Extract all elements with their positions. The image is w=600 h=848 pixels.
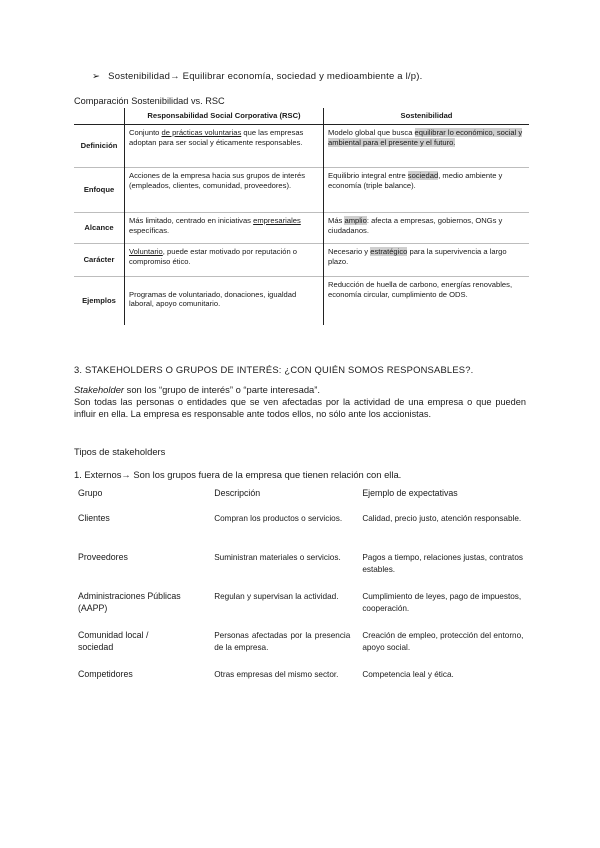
section-heading: 3. STAKEHOLDERS O GRUPOS DE INTERÉS: ¿CON QUIÉN SOMOS RESPONSABLES?. — [74, 364, 474, 375]
row-label: Definición — [74, 124, 125, 167]
header-ejemplo: Ejemplo de expectativas — [362, 488, 458, 498]
cell-grupo: Clientes — [78, 513, 110, 523]
cell-rsc: Acciones de la empresa hacia sus grupos de interés (empleados, clientes, comunidad, proveedores). — [125, 167, 324, 212]
table-row — [78, 552, 528, 575]
comparison-table — [74, 108, 529, 325]
header-grupo: Grupo — [78, 488, 103, 498]
header-descripcion: Descripción — [214, 488, 261, 498]
stakeholder-paragraph: Son todas las personas o entidades que se ven afectadas por la actividad de una empresa o que pueden influir en ella. La empresa es responsable ante todos ellos, no sólo ante los accionistas. — [74, 397, 526, 420]
table-row-alcance — [74, 212, 529, 243]
cell-grupo-line2: sociedad — [78, 641, 114, 652]
cell-ejemplo: Pagos a tiempo, relaciones justas, contratos estables. — [362, 553, 523, 574]
cell-descripcion: Regulan y supervisan la actividad. — [214, 592, 339, 601]
stakeholders-header-row — [78, 488, 528, 500]
cell-ejemplo: Competencia leal y ética. — [362, 670, 454, 679]
cell-grupo: Proveedores — [78, 552, 128, 562]
cell-sost: Modelo global que busca equilibrar lo económico, social y ambiental para el presente y el futuro. — [324, 124, 530, 167]
cell-rsc: Programas de voluntariado, donaciones, igualdad laboral, apoyo comunitario. — [125, 276, 324, 325]
comparison-caption: Comparación Sostenibilidad vs. RSC — [74, 96, 225, 106]
row-label: Alcance — [74, 212, 125, 243]
cell-ejemplo: Creación de empleo, protección del entorno, apoyo social. — [362, 631, 524, 652]
tipos-heading: Tipos de stakeholders — [74, 446, 166, 457]
cell-descripcion: Personas afectadas por la presencia de la empresa. — [214, 631, 351, 652]
table-row-ejemplos — [74, 276, 529, 325]
cell-descripcion: Compran los productos o servicios. — [214, 514, 343, 523]
stakeholder-definition: Stakeholder son los “grupo de interés” o “parte interesada”. — [74, 384, 320, 395]
externos-heading: 1. Externos→ Son los grupos fuera de la empresa que tienen relación con ella. — [74, 469, 402, 480]
header-sostenibilidad: Sostenibilidad — [324, 108, 530, 124]
table-row — [78, 591, 528, 614]
cell-grupo: Administraciones Públicas (AAPP) — [78, 591, 181, 613]
cell-grupo — [78, 630, 210, 653]
cell-rsc: Voluntario, puede estar motivado por reputación o compromiso ético. — [125, 243, 324, 276]
table-row-definicion — [74, 124, 529, 167]
cell-rsc: Más limitado, centrado en iniciativas empresariales específicas. — [125, 212, 324, 243]
table-row-caracter — [74, 243, 529, 276]
bullet-text: Sostenibilidad→ Equilibrar economía, sociedad y medioambiente a l/p). — [108, 71, 423, 82]
row-label: Enfoque — [74, 167, 125, 212]
cell-ejemplo: Calidad, precio justo, atención responsable. — [362, 514, 522, 523]
table-header-row — [74, 108, 529, 124]
row-label: Carácter — [74, 243, 125, 276]
cell-descripcion: Otras empresas del mismo sector. — [214, 670, 339, 679]
cell-grupo-line1: Comunidad local / — [78, 630, 149, 640]
table-row-enfoque — [74, 167, 529, 212]
cell-descripcion: Suministran materiales o servicios. — [214, 553, 341, 562]
arrow-bullet-icon: ➢ — [92, 71, 101, 82]
cell-grupo: Competidores — [78, 669, 133, 679]
cell-sost: Más amplio: afecta a empresas, gobiernos, ONGs y ciudadanos. — [324, 212, 530, 243]
header-rsc: Responsabilidad Social Corporativa (RSC) — [125, 108, 324, 124]
table-row — [78, 513, 528, 525]
cell-ejemplo: Cumplimiento de leyes, pago de impuestos, cooperación. — [362, 592, 522, 613]
cell-sost: Equilibrio integral entre sociedad, medio ambiente y economía (triple balance). — [324, 167, 530, 212]
cell-rsc: Conjunto de prácticas voluntarias que las empresas adoptan para ser social y éticamente responsables. — [125, 124, 324, 167]
bullet-line — [92, 71, 422, 82]
table-row — [78, 630, 528, 653]
cell-sost: Reducción de huella de carbono, energías renovables, economía circular, cumplimiento de ODS. — [324, 276, 530, 325]
stakeholder-term: Stakeholder — [74, 384, 125, 395]
row-label: Ejemplos — [74, 276, 125, 325]
cell-sost: Necesario y estratégico para la supervivencia a largo plazo. — [324, 243, 530, 276]
header-blank — [74, 108, 125, 124]
table-row — [78, 669, 528, 681]
